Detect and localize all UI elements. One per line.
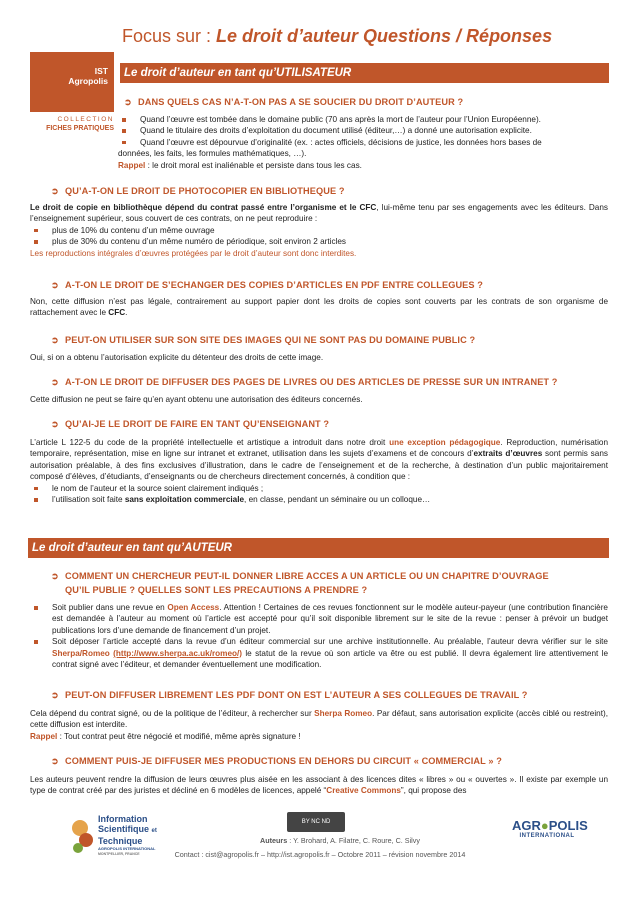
question-6 <box>51 419 329 430</box>
question-7-line2: QU’IL PUBLIE ? QUELLES SONT LES PRECAUTIONS A PRENDRE ? <box>65 585 368 595</box>
ist-et: et <box>151 828 157 834</box>
text: . Reproduction, numérisation temporaire, représentation, mise en ligne sur intranet et extranet, utilisation dans les sujets d’examens et de concours d’ <box>30 438 608 459</box>
ist-line1: Information <box>98 814 148 824</box>
arrow-icon: ➲ <box>51 690 59 700</box>
paragraph <box>30 202 608 225</box>
agro-international: INTERNATIONAL <box>519 833 575 839</box>
rappel-label: Rappel <box>30 731 58 741</box>
text: . Par défaut, sans autorisation explicite (accès ciblé ou restreint), cette diffusion est interdite. <box>30 709 608 730</box>
list-item-cont: données, les faits, les formules mathématiques, …). <box>118 149 307 159</box>
text: le statut de la revue où son article va être ou est publié. Il devra également lire attentivement le contrat signé avec l’éditeur, et demander éventuellement une modification. <box>52 648 609 670</box>
ist-line3: Technique <box>98 836 143 846</box>
agro-part1: AGR <box>512 818 541 833</box>
question-2-text: QU’A-T-ON LE DROIT DE PHOTOCOPIER EN BIBLIOTHEQUE ? <box>65 186 345 196</box>
authors-text: : Y. Brohard, A. Filatre, C. Roure, C. Silvy <box>287 836 420 845</box>
rappel-2 <box>30 731 608 742</box>
footer-authors <box>230 836 450 845</box>
list-item <box>30 636 608 670</box>
bold-text: CFC <box>108 308 126 318</box>
agropolis-international-logo <box>512 818 588 852</box>
question-9 <box>51 756 502 767</box>
section-band-author: Le droit d’auteur en tant qu’AUTEUR <box>28 538 609 558</box>
creative-commons-badge: BY NC ND <box>287 812 345 832</box>
rappel-label: Rappel <box>118 160 146 170</box>
list-item: plus de 30% du contenu d’un même numéro de périodique, soit environ 2 articles <box>30 236 608 247</box>
question-8-text: PEUT-ON DIFFUSER LIBREMENT LES PDF DONT ON EST L’AUTEUR A SES COLLEGUES DE TRAVAIL ? <box>65 690 528 700</box>
section-8-body <box>30 708 608 742</box>
bold-text: extraits d’œuvres <box>473 449 543 459</box>
sherpa-link[interactable]: Sherpa/Romeo <box>52 648 110 658</box>
question-1-text: DANS QUELS CAS N’A-T-ON PAS A SE SOUCIER DU DROIT D’AUTEUR ? <box>138 97 464 107</box>
logo-line2: Agropolis <box>68 76 108 86</box>
arrow-icon: ➲ <box>51 280 59 290</box>
arrow-icon: ➲ <box>51 186 59 196</box>
question-6-text: QU’AI-JE LE DROIT DE FAIRE EN TANT QU’ENSEIGNANT ? <box>65 419 330 429</box>
section-1-body <box>118 114 608 171</box>
text: Non, cette diffusion n’est pas légale, contrairement au support papier dont les droits de copies sont couverts par les contrats de son organisme de rattachement avec le <box>30 297 608 318</box>
ist-agropolis-logo <box>30 52 114 112</box>
text: Soit déposer l’article accepté dans la revue d’un éditeur commercial sur une archive institutionnelle. Au préalable, l’auteur devra vérifier sur le site <box>52 637 608 647</box>
red-text: Creative Commons <box>326 786 401 796</box>
section-3-body <box>30 296 608 319</box>
text: l’utilisation soit faite <box>52 495 125 505</box>
title-bold: Le droit d’auteur Questions / Réponses <box>216 26 553 46</box>
text: , lui-même tenu par ses engagements avec les éditeurs. Dans l’enseignement supérieur, sous couvert de ces contrats, on ne peut reproduire : <box>30 203 608 224</box>
title-prefix: Focus sur : <box>122 26 217 46</box>
list-item: le nom de l’auteur et la source soient clairement indiqués ; <box>30 483 608 494</box>
question-9-text: COMMENT PUIS-JE DIFFUSER MES PRODUCTIONS EN DEHORS DU CIRCUIT « COMMERCIAL » ? <box>65 756 502 766</box>
globe-icon: ● <box>540 818 549 833</box>
question-3 <box>51 280 483 291</box>
collection-label: COLLECTION <box>57 116 114 123</box>
section-9-body <box>30 774 608 797</box>
arrow-icon: ➲ <box>51 756 59 766</box>
text: Les auteurs peuvent rendre la diffusion de leurs œuvres plus aisée en les associant à des licences dites « libres » ou « ouvertes ». Il existe par exemple un type de contrat créé par des juristes et décliné en 6 modèles de licences, appelé “ <box>30 775 608 796</box>
sherpa-url-link[interactable]: (http://www.sherpa.ac.uk/romeo/) <box>113 648 243 658</box>
question-2 <box>51 186 345 197</box>
list-item <box>30 602 608 636</box>
paragraph <box>30 708 608 731</box>
question-3-text: A-T-ON LE DROIT DE S’ECHANGER DES COPIES D’ARTICLES EN PDF ENTRE COLLEGUES ? <box>65 280 484 290</box>
ist-line5: MONTPELLIER, FRANCE <box>98 852 140 856</box>
list-item <box>30 494 608 505</box>
list-item: Quand le titulaire des droits d’exploitation du document utilisé (éditeur,…) a donné une autorisation explicite. <box>118 125 608 136</box>
rappel-text: : le droit moral est inaliénable et persiste dans tous les cas. <box>145 160 362 170</box>
red-text: une exception pédagogique <box>389 438 501 447</box>
ist-line2: Scientifique <box>98 824 150 834</box>
question-4-text: PEUT-ON UTILISER SUR SON SITE DES IMAGES QUI NE SONT PAS DU DOMAINE PUBLIC ? <box>65 335 476 345</box>
arrow-icon: ➲ <box>51 335 59 345</box>
text: ”, qui propose des <box>400 786 467 796</box>
section-2-body <box>30 202 608 259</box>
text: Cela dépend du contrat signé, ou de la politique de l’éditeur, à rechercher sur <box>30 709 315 718</box>
section-4-body: Oui, si on a obtenu l’autorisation explicite du détenteur des droits de cette image. <box>30 353 324 362</box>
text: . Attention ! Certaines de ces revues fonctionnent sur le modèle auteur-payeur (une contribution financière est demandée à l’auteur au moment où l’article est accepté pour qu’il soit disponible librement sur le site de la revue : penser à prévoir un budget publications lors d’une demande de financement d’un projet. <box>52 603 608 635</box>
question-5 <box>51 377 558 388</box>
arrow-icon: ➲ <box>124 97 132 107</box>
arrow-icon: ➲ <box>51 571 59 581</box>
page-title <box>122 26 552 47</box>
question-1 <box>124 97 463 108</box>
agro-part2: POLIS <box>548 818 588 833</box>
question-7-line1: COMMENT UN CHERCHEUR PEUT-IL DONNER LIBRE ACCES A UN ARTICLE OU UN CHAPITRE D’OUVRAGE <box>65 571 549 581</box>
red-text: Sherpa Romeo <box>314 709 373 718</box>
ist-line4: AGROPOLIS INTERNATIONAL <box>98 846 156 851</box>
rappel-text: : Tout contrat peut être négocié et modifié, même après signature ! <box>57 731 301 741</box>
section-7-body <box>30 602 608 670</box>
paragraph <box>30 437 608 483</box>
ist-footer-logo <box>70 812 170 862</box>
text: , en classe, pendant un séminaire ou un colloque… <box>244 495 431 505</box>
section-5-body: Cette diffusion ne peut se faire qu’en ayant obtenu une autorisation des éditeurs concernés. <box>30 395 363 404</box>
text: sont permis sans autorisation préalable, à des fins exclusives d’illustration, dans le cadre de l’enseignement et de la recherche, à destination d’un public majoritairement composé d’élèves, d’étudiants, d’enseignants ou de chercheurs directement concernés, à condition que : <box>30 449 608 482</box>
question-8 <box>51 690 528 701</box>
text: . <box>125 308 128 318</box>
arrow-icon: ➲ <box>51 377 59 387</box>
footer-contact: Contact : cist@agropolis.fr – http://ist.agropolis.fr – Octobre 2011 – révision novembre 2014 <box>174 850 466 859</box>
bold-text: sans exploitation commerciale <box>124 495 245 505</box>
note: Les reproductions intégrales d’œuvres protégées par le droit d’auteur sont donc interdites. <box>30 248 357 258</box>
text: L’article L 122-5 du code de la propriété intellectuelle et artistique a introduit dans notre droit <box>30 438 390 447</box>
red-text: Open Access <box>167 603 220 612</box>
logo-line1: IST <box>94 66 108 76</box>
arrow-icon: ➲ <box>51 419 59 429</box>
section-band-user: Le droit d’auteur en tant qu’UTILISATEUR <box>120 63 609 83</box>
rappel-1 <box>118 160 608 171</box>
list-item: Quand l’œuvre est tombée dans le domaine public (70 ans après la mort de l’auteur pour l’Union Européenne). <box>118 114 608 125</box>
list-item: plus de 10% du contenu d’un même ouvrage <box>30 225 608 236</box>
text: Soit publier dans une revue en <box>52 603 168 612</box>
question-4 <box>51 335 475 346</box>
question-7 <box>51 571 549 595</box>
bold-text: Le droit de copie en bibliothèque dépend du contrat passé entre l’organisme et le CFC <box>30 203 377 212</box>
authors-label: Auteurs <box>260 836 288 845</box>
fiches-label: FICHES PRATIQUES <box>46 125 114 132</box>
list-item: Quand l’œuvre est dépourvue d’originalité (ex. : actes officiels, décisions de justice, les données hors bases de <box>118 137 608 148</box>
question-5-text: A-T-ON LE DROIT DE DIFFUSER DES PAGES DE LIVRES OU DES ARTICLES DE PRESSE SUR UN INTRANET ? <box>65 377 558 387</box>
section-6-body <box>30 437 608 505</box>
